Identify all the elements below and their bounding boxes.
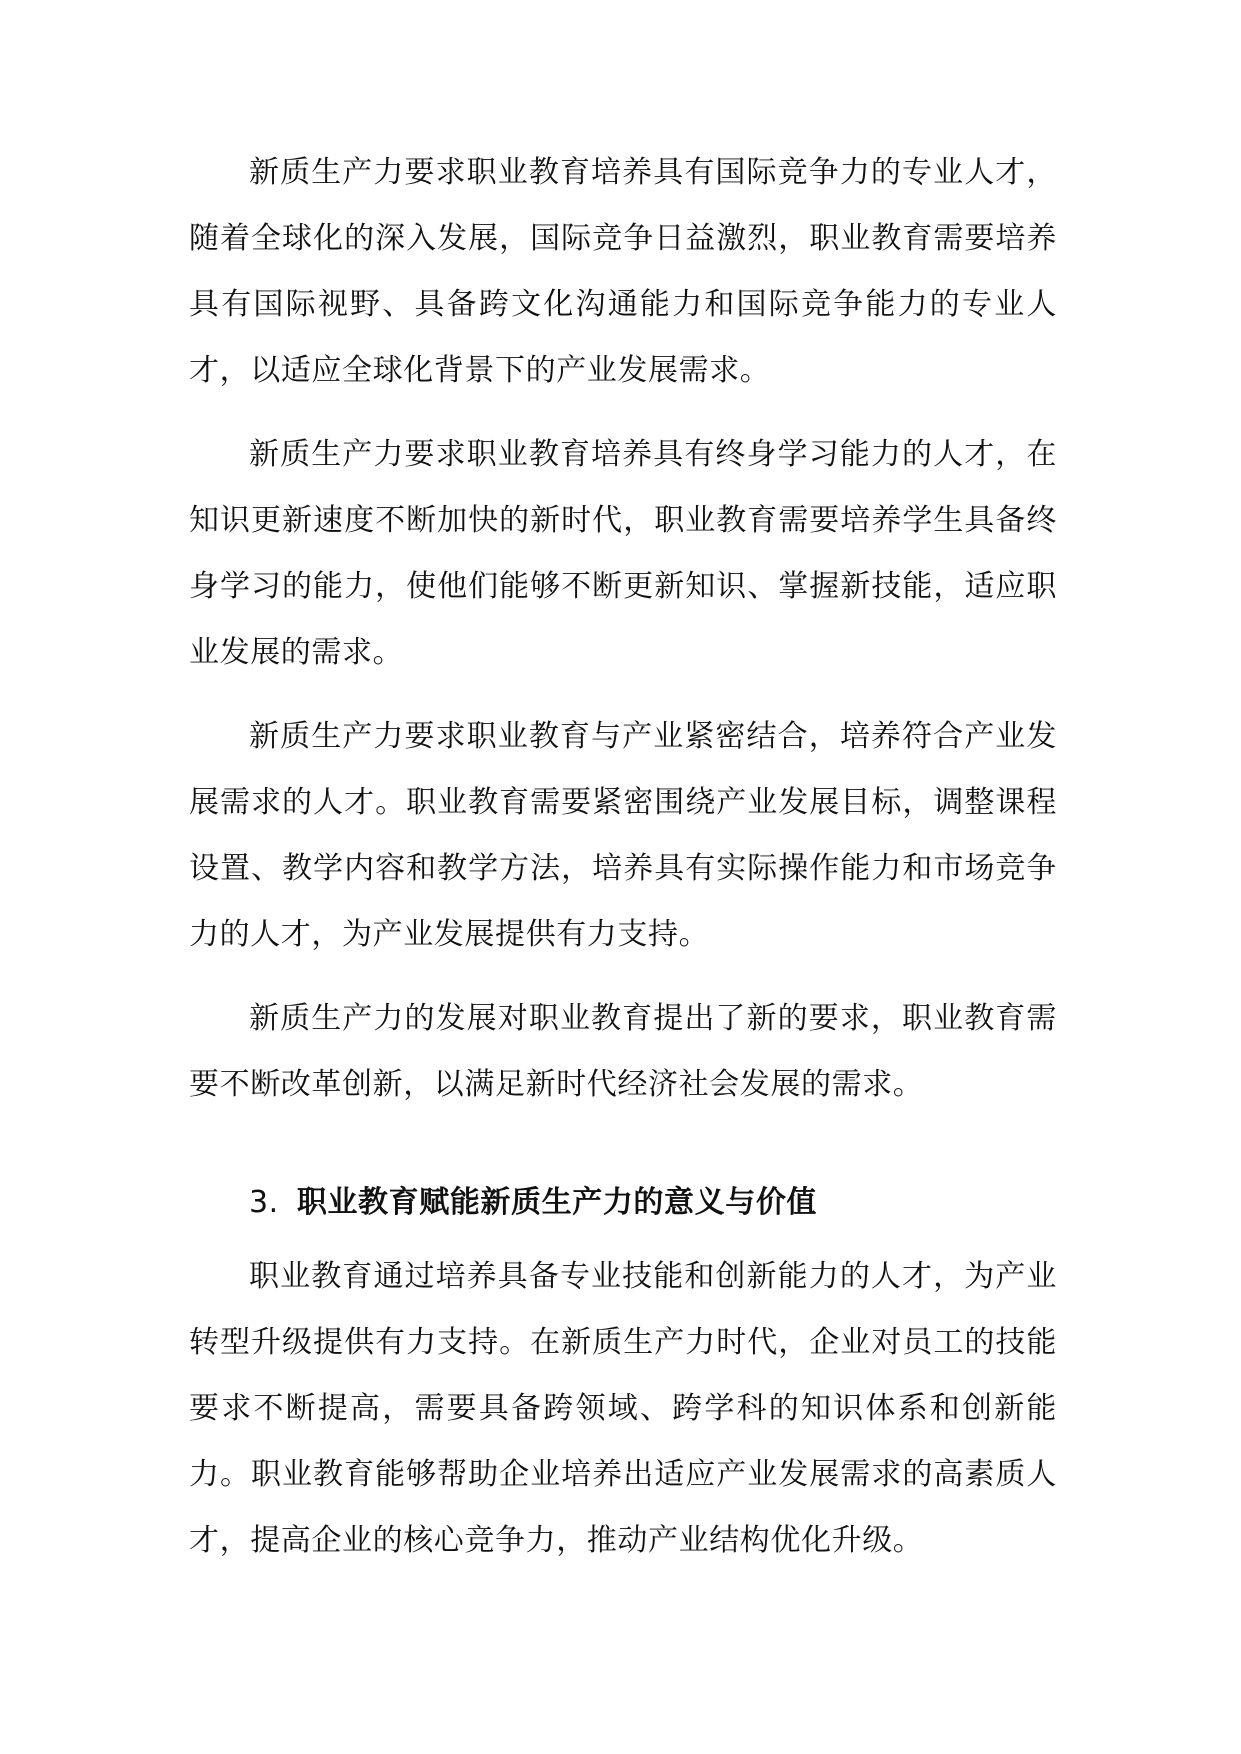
section-heading <box>249 1170 1057 1236</box>
document-body <box>189 140 1057 1592</box>
paragraph: 新质生产力的发展对职业教育提出了新的要求，职业教育需要不断改革创新，以满足新时代经济社会发展的需求。 <box>189 1001 1057 1102</box>
section-number: 3. <box>249 1185 279 1220</box>
paragraph: 新质生产力要求职业教育培养具有国际竞争力的专业人才，随着全球化的深入发展，国际竞争日益激烈，职业教育需要培养具有国际视野、具备跨文化沟通能力和国际竞争能力的专业人才，以适应全球化背景下的产业发展需求。 <box>189 155 1057 388</box>
paragraph: 新质生产力要求职业教育培养具有终身学习能力的人才，在知识更新速度不断加快的新时代，职业教育需要培养学生具备终身学习的能力，使他们能够不断更新知识、掌握新技能，适应职业发展的需求。 <box>189 437 1057 670</box>
paragraph: 新质生产力要求职业教育与产业紧密结合，培养符合产业发展需求的人才。职业教育需要紧密围绕产业发展目标，调整课程设置、教学内容和教学方法，培养具有实际操作能力和市场竞争力的人才，为产业发展提供有力支持。 <box>189 719 1057 952</box>
paragraph: 职业教育通过培养具备专业技能和创新能力的人才，为产业转型升级提供有力支持。在新质生产力时代，企业对员工的技能要求不断提高，需要具备跨领域、跨学科的知识体系和创新能力。职业教育能够帮助企业培养出适应产业发展需求的高素质人才，提高企业的核心竞争力，推动产业结构优化升级。 <box>189 1259 1057 1558</box>
section-title: 职业教育赋能新质生产力的意义与价值 <box>296 1185 818 1220</box>
